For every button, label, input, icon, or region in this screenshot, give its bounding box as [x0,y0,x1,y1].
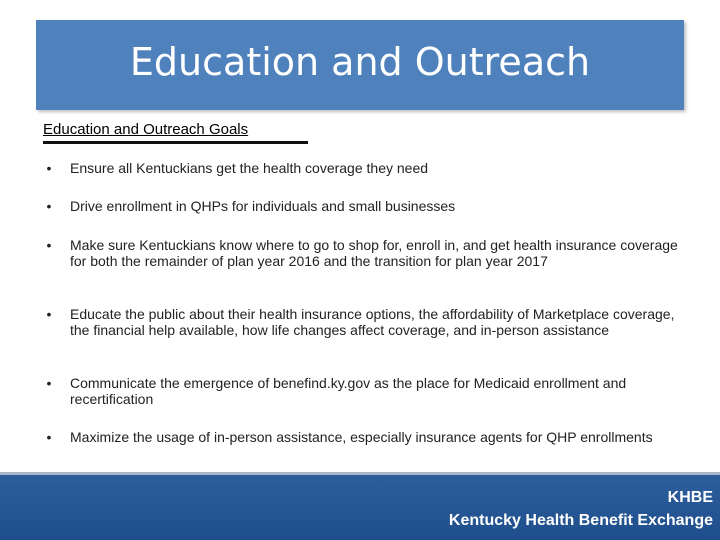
goal-text: Ensure all Kentuckians get the health coverage they need [70,160,429,176]
bullet-icon: • [46,429,52,445]
footer-organization-name: Kentucky Health Benefit Exchange [448,512,713,529]
bullet-icon: • [46,237,52,253]
goal-text: Make sure Kentuckians know where to go to shop for, enroll in, and get health insurance coverage for both the remainder of plan year 2016 and the transition for plan year 2017 [70,237,678,269]
goals-heading: Education and Outreach Goals [43,121,249,138]
goal-item [28,307,688,338]
goal-text: Educate the public about their health insurance options, the affordability of Marketplace coverage, the financial help available, how life changes affect coverage, and in-person assistance [70,306,675,338]
title-banner [36,20,684,110]
goal-item [28,430,688,446]
bullet-icon: • [46,306,52,322]
heading-underline-rule [43,141,308,144]
goal-item [28,238,688,269]
goal-item [28,376,688,407]
goal-text: Drive enrollment in QHPs for individuals and small businesses [70,198,456,214]
bullet-icon: • [46,198,52,214]
footer-bar [0,472,720,540]
bullet-icon: • [46,160,52,176]
goal-text: Maximize the usage of in-person assistance, especially insurance agents for QHP enrollments [70,429,653,445]
goal-text: Communicate the emergence of benefind.ky.gov as the place for Medicaid enrollment and recertification [70,375,627,407]
bullet-icon: • [46,375,52,391]
slide-title: Education and Outreach [129,40,591,84]
goal-item [28,199,688,215]
footer-abbreviation: KHBE [667,489,713,506]
goal-item [28,161,688,177]
